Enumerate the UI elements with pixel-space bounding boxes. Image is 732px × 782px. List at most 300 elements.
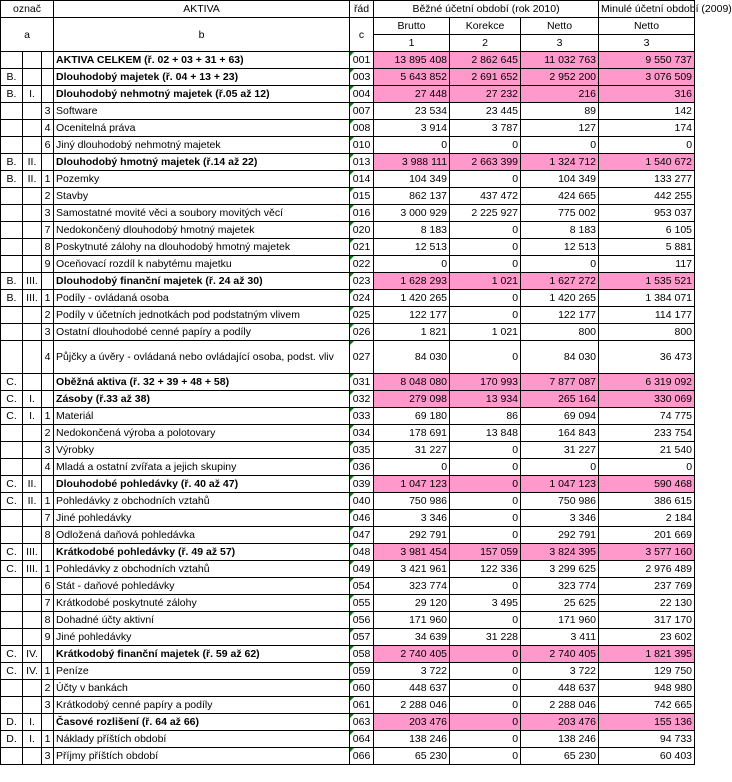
- oznac-c: 1: [42, 663, 54, 680]
- row-label: Software: [54, 103, 350, 120]
- row-rad: 059: [350, 663, 374, 680]
- header-row-1: [1, 1, 695, 18]
- korekce-value: 23 445: [450, 103, 521, 120]
- netto-value: 2 740 405: [521, 646, 599, 663]
- brutto-value: 31 227: [374, 442, 450, 459]
- oznac-a: [1, 510, 23, 527]
- oznac-b: [23, 239, 42, 256]
- oznac-b: [23, 442, 42, 459]
- brutto-value: 5 643 852: [374, 69, 450, 86]
- oznac-b: II.: [23, 154, 42, 171]
- minule-netto-value: 9 550 737: [599, 52, 695, 69]
- table-row: [1, 646, 695, 663]
- brutto-value: 34 639: [374, 629, 450, 646]
- oznac-a: D.: [1, 714, 23, 731]
- row-rad: 013: [350, 154, 374, 171]
- minule-netto-value: 442 255: [599, 188, 695, 205]
- table-row: [1, 171, 695, 188]
- minule-netto-value: 0: [599, 459, 695, 476]
- oznac-c: 3: [42, 103, 54, 120]
- row-label: Časové rozlišení (ř. 64 až 66): [54, 714, 350, 731]
- korekce-value: 86: [450, 408, 521, 425]
- oznac-c: 3: [42, 748, 54, 765]
- oznac-c: [42, 544, 54, 561]
- header-num-3: 3: [521, 35, 599, 52]
- oznac-c: 1: [42, 561, 54, 578]
- row-rad: 034: [350, 425, 374, 442]
- row-rad: 026: [350, 324, 374, 341]
- korekce-value: 13 934: [450, 391, 521, 408]
- row-rad: 063: [350, 714, 374, 731]
- korekce-value: 0: [450, 239, 521, 256]
- minule-netto-value: 6 319 092: [599, 374, 695, 391]
- oznac-a: C.: [1, 646, 23, 663]
- minule-netto-value: 317 170: [599, 612, 695, 629]
- oznac-a: [1, 120, 23, 137]
- korekce-value: 437 472: [450, 188, 521, 205]
- oznac-c: 2: [42, 188, 54, 205]
- oznac-a: B.: [1, 69, 23, 86]
- netto-value: 0: [521, 256, 599, 273]
- netto-value: 323 774: [521, 578, 599, 595]
- oznac-c: 3: [42, 205, 54, 222]
- oznac-a: C.: [1, 374, 23, 391]
- oznac-b: [23, 629, 42, 646]
- oznac-a: [1, 748, 23, 765]
- row-rad: 020: [350, 222, 374, 239]
- korekce-value: 0: [450, 307, 521, 324]
- netto-value: 84 030: [521, 341, 599, 374]
- table-row: [1, 544, 695, 561]
- row-label: Krátkodobý cenné papíry a podíly: [54, 697, 350, 714]
- minule-netto-value: 129 750: [599, 663, 695, 680]
- korekce-value: 157 059: [450, 544, 521, 561]
- korekce-value: 0: [450, 527, 521, 544]
- oznac-b: [23, 680, 42, 697]
- oznac-a: B.: [1, 154, 23, 171]
- row-label: Oceňovací rozdíl k nabytému majetku: [54, 256, 350, 273]
- row-label: Ocenitelná práva: [54, 120, 350, 137]
- row-rad: 022: [350, 256, 374, 273]
- brutto-value: 104 349: [374, 171, 450, 188]
- oznac-a: [1, 442, 23, 459]
- oznac-b: I.: [23, 86, 42, 103]
- korekce-value: 27 232: [450, 86, 521, 103]
- oznac-c: 8: [42, 612, 54, 629]
- table-row: [1, 391, 695, 408]
- oznac-b: [23, 205, 42, 222]
- oznac-c: 1: [42, 493, 54, 510]
- netto-value: 424 665: [521, 188, 599, 205]
- row-label: Půjčky a úvěry - ovládaná nebo ovládající osoba, podst. vliv: [54, 341, 350, 374]
- oznac-a: [1, 222, 23, 239]
- oznac-a: C.: [1, 408, 23, 425]
- header-col-b: b: [54, 18, 350, 52]
- oznac-c: 6: [42, 578, 54, 595]
- korekce-value: 2 225 927: [450, 205, 521, 222]
- row-rad: 027: [350, 341, 374, 374]
- header-rad: řád: [350, 1, 374, 18]
- minule-netto-value: 155 136: [599, 714, 695, 731]
- korekce-value: 0: [450, 476, 521, 493]
- oznac-a: C.: [1, 544, 23, 561]
- oznac-b: [23, 374, 42, 391]
- oznac-a: [1, 629, 23, 646]
- oznac-a: B.: [1, 273, 23, 290]
- row-label: Zásoby (ř.33 až 38): [54, 391, 350, 408]
- oznac-b: I.: [23, 714, 42, 731]
- row-label: Krátkodobé pohledávky (ř. 49 až 57): [54, 544, 350, 561]
- oznac-c: 4: [42, 459, 54, 476]
- netto-value: 1 627 272: [521, 273, 599, 290]
- brutto-value: 171 960: [374, 612, 450, 629]
- row-rad: 016: [350, 205, 374, 222]
- table-row: [1, 697, 695, 714]
- minule-netto-value: 3 076 509: [599, 69, 695, 86]
- row-rad: 021: [350, 239, 374, 256]
- netto-value: 2 288 046: [521, 697, 599, 714]
- row-rad: 010: [350, 137, 374, 154]
- korekce-value: 0: [450, 442, 521, 459]
- oznac-a: [1, 52, 23, 69]
- header-brutto: Brutto: [374, 18, 450, 35]
- row-label: Dohadné účty aktivní: [54, 612, 350, 629]
- oznac-c: 8: [42, 239, 54, 256]
- netto-value: 25 625: [521, 595, 599, 612]
- header-netto: Netto: [521, 18, 599, 35]
- oznac-b: [23, 324, 42, 341]
- netto-value: 292 791: [521, 527, 599, 544]
- brutto-value: 8 048 080: [374, 374, 450, 391]
- brutto-value: 27 448: [374, 86, 450, 103]
- netto-value: 448 637: [521, 680, 599, 697]
- table-row: [1, 680, 695, 697]
- table-row: [1, 595, 695, 612]
- brutto-value: 1 821: [374, 324, 450, 341]
- row-label: Samostatné movité věci a soubory movitých věcí: [54, 205, 350, 222]
- netto-value: 138 246: [521, 731, 599, 748]
- oznac-c: 3: [42, 697, 54, 714]
- row-rad: 049: [350, 561, 374, 578]
- oznac-c: 1: [42, 290, 54, 307]
- oznac-a: C.: [1, 476, 23, 493]
- korekce-value: 0: [450, 680, 521, 697]
- oznac-b: [23, 307, 42, 324]
- row-rad: 003: [350, 69, 374, 86]
- minule-netto-value: 174: [599, 120, 695, 137]
- table-row: [1, 137, 695, 154]
- row-label: Pohledávky z obchodních vztahů: [54, 561, 350, 578]
- brutto-value: 2 740 405: [374, 646, 450, 663]
- brutto-value: 3 981 454: [374, 544, 450, 561]
- oznac-b: [23, 188, 42, 205]
- brutto-value: 279 098: [374, 391, 450, 408]
- oznac-a: [1, 324, 23, 341]
- minule-netto-value: 742 665: [599, 697, 695, 714]
- table-row: [1, 307, 695, 324]
- minule-netto-value: 22 130: [599, 595, 695, 612]
- netto-value: 2 952 200: [521, 69, 599, 86]
- brutto-value: 65 230: [374, 748, 450, 765]
- oznac-a: [1, 612, 23, 629]
- oznac-c: [42, 154, 54, 171]
- row-label: Nedokončená výroba a polotovary: [54, 425, 350, 442]
- oznac-b: I.: [23, 408, 42, 425]
- table-row: [1, 731, 695, 748]
- oznac-c: 6: [42, 137, 54, 154]
- brutto-value: 3 346: [374, 510, 450, 527]
- minule-netto-value: 316: [599, 86, 695, 103]
- netto-value: 0: [521, 459, 599, 476]
- row-label: Pohledávky z obchodních vztahů: [54, 493, 350, 510]
- oznac-c: [42, 86, 54, 103]
- oznac-b: [23, 222, 42, 239]
- netto-value: 89: [521, 103, 599, 120]
- brutto-value: 0: [374, 137, 450, 154]
- netto-value: 1 324 712: [521, 154, 599, 171]
- korekce-value: 0: [450, 290, 521, 307]
- table-row: [1, 663, 695, 680]
- minule-netto-value: 386 615: [599, 493, 695, 510]
- oznac-b: [23, 256, 42, 273]
- table-row: [1, 188, 695, 205]
- oznac-b: II.: [23, 476, 42, 493]
- oznac-c: 8: [42, 527, 54, 544]
- minule-netto-value: 114 177: [599, 307, 695, 324]
- row-label: Dlouhodobý majetek (ř. 04 + 13 + 23): [54, 69, 350, 86]
- oznac-a: D.: [1, 731, 23, 748]
- oznac-c: 2: [42, 680, 54, 697]
- brutto-value: 1 628 293: [374, 273, 450, 290]
- oznac-c: [42, 714, 54, 731]
- oznac-a: [1, 578, 23, 595]
- oznac-b: III.: [23, 290, 42, 307]
- row-rad: 015: [350, 188, 374, 205]
- minule-netto-value: 1 535 521: [599, 273, 695, 290]
- oznac-a: B.: [1, 171, 23, 188]
- korekce-value: 31 228: [450, 629, 521, 646]
- korekce-value: 2 691 652: [450, 69, 521, 86]
- korekce-value: 122 336: [450, 561, 521, 578]
- row-rad: 047: [350, 527, 374, 544]
- korekce-value: 0: [450, 256, 521, 273]
- brutto-value: 29 120: [374, 595, 450, 612]
- oznac-a: C.: [1, 663, 23, 680]
- row-rad: 057: [350, 629, 374, 646]
- minule-netto-value: 5 881: [599, 239, 695, 256]
- oznac-b: [23, 459, 42, 476]
- header-oznac: označ: [1, 1, 54, 18]
- oznac-c: 1: [42, 408, 54, 425]
- oznac-a: [1, 595, 23, 612]
- row-label: Materiál: [54, 408, 350, 425]
- netto-value: 127: [521, 120, 599, 137]
- row-rad: 048: [350, 544, 374, 561]
- korekce-value: 0: [450, 714, 521, 731]
- korekce-value: 0: [450, 731, 521, 748]
- minule-netto-value: 133 277: [599, 171, 695, 188]
- row-rad: 001: [350, 52, 374, 69]
- oznac-a: B.: [1, 86, 23, 103]
- row-rad: 039: [350, 476, 374, 493]
- table-row: [1, 120, 695, 137]
- brutto-value: 3 722: [374, 663, 450, 680]
- row-label: Účty v bankách: [54, 680, 350, 697]
- row-label: Jiné pohledávky: [54, 510, 350, 527]
- netto-value: 1 420 265: [521, 290, 599, 307]
- netto-value: 1 047 123: [521, 476, 599, 493]
- oznac-c: 4: [42, 120, 54, 137]
- table-row: [1, 748, 695, 765]
- table-row: [1, 341, 695, 374]
- brutto-value: 750 986: [374, 493, 450, 510]
- korekce-value: 0: [450, 663, 521, 680]
- brutto-value: 3 421 961: [374, 561, 450, 578]
- brutto-value: 23 534: [374, 103, 450, 120]
- netto-value: 164 843: [521, 425, 599, 442]
- table-row: [1, 612, 695, 629]
- row-label: Nedokončený dlouhodobý hmotný majetek: [54, 222, 350, 239]
- netto-value: 31 227: [521, 442, 599, 459]
- netto-value: 69 094: [521, 408, 599, 425]
- netto-value: 0: [521, 137, 599, 154]
- korekce-value: 3 495: [450, 595, 521, 612]
- minule-netto-value: 590 468: [599, 476, 695, 493]
- minule-netto-value: 142: [599, 103, 695, 120]
- netto-value: 12 513: [521, 239, 599, 256]
- minule-netto-value: 201 669: [599, 527, 695, 544]
- netto-value: 8 183: [521, 222, 599, 239]
- brutto-value: 203 476: [374, 714, 450, 731]
- oznac-a: [1, 137, 23, 154]
- table-row: [1, 103, 695, 120]
- table-row: [1, 256, 695, 273]
- table-row: [1, 69, 695, 86]
- row-rad: 004: [350, 86, 374, 103]
- row-label: Podíly v účetních jednotkách pod podstatným vlivem: [54, 307, 350, 324]
- header-korekce: Korekce: [450, 18, 521, 35]
- oznac-c: 1: [42, 171, 54, 188]
- oznac-a: B.: [1, 290, 23, 307]
- table-row: [1, 476, 695, 493]
- row-rad: 060: [350, 680, 374, 697]
- minule-netto-value: 23 602: [599, 629, 695, 646]
- korekce-value: 0: [450, 137, 521, 154]
- korekce-value: 0: [450, 459, 521, 476]
- oznac-a: [1, 205, 23, 222]
- table-row: [1, 205, 695, 222]
- header-col-a: a: [1, 18, 54, 52]
- row-rad: 056: [350, 612, 374, 629]
- brutto-value: 122 177: [374, 307, 450, 324]
- netto-value: 3 346: [521, 510, 599, 527]
- table-row: [1, 527, 695, 544]
- netto-value: 3 411: [521, 629, 599, 646]
- table-row: [1, 154, 695, 171]
- table-row: [1, 629, 695, 646]
- oznac-a: [1, 103, 23, 120]
- minule-netto-value: 237 769: [599, 578, 695, 595]
- row-label: Dlouhodobý nehmotný majetek (ř.05 až 12): [54, 86, 350, 103]
- brutto-value: 1 047 123: [374, 476, 450, 493]
- netto-value: 775 002: [521, 205, 599, 222]
- korekce-value: 0: [450, 493, 521, 510]
- korekce-value: 0: [450, 171, 521, 188]
- brutto-value: 862 137: [374, 188, 450, 205]
- oznac-b: [23, 510, 42, 527]
- header-num-4: 3: [599, 35, 695, 52]
- minule-netto-value: 1 821 395: [599, 646, 695, 663]
- netto-value: 104 349: [521, 171, 599, 188]
- minule-netto-value: 233 754: [599, 425, 695, 442]
- brutto-value: 0: [374, 256, 450, 273]
- header-minule-obdobi: Minulé účetní období (2009): [599, 1, 695, 18]
- oznac-c: 4: [42, 341, 54, 374]
- brutto-value: 3 988 111: [374, 154, 450, 171]
- oznac-c: 7: [42, 595, 54, 612]
- brutto-value: 13 895 408: [374, 52, 450, 69]
- row-rad: 033: [350, 408, 374, 425]
- oznac-a: [1, 459, 23, 476]
- oznac-c: [42, 391, 54, 408]
- row-rad: 032: [350, 391, 374, 408]
- brutto-value: 84 030: [374, 341, 450, 374]
- oznac-b: II.: [23, 171, 42, 188]
- netto-value: 750 986: [521, 493, 599, 510]
- row-rad: 036: [350, 459, 374, 476]
- netto-value: 3 299 625: [521, 561, 599, 578]
- oznac-c: [42, 273, 54, 290]
- oznac-a: [1, 697, 23, 714]
- row-rad: 023: [350, 273, 374, 290]
- table-body: [1, 52, 695, 765]
- row-rad: 031: [350, 374, 374, 391]
- row-rad: 046: [350, 510, 374, 527]
- row-label: Dlouhodobé pohledávky (ř. 40 až 47): [54, 476, 350, 493]
- table-row: [1, 510, 695, 527]
- minule-netto-value: 2 976 489: [599, 561, 695, 578]
- row-rad: 058: [350, 646, 374, 663]
- netto-value: 3 824 395: [521, 544, 599, 561]
- oznac-b: [23, 612, 42, 629]
- oznac-b: [23, 578, 42, 595]
- minule-netto-value: 60 403: [599, 748, 695, 765]
- table-row: [1, 86, 695, 103]
- netto-value: 265 164: [521, 391, 599, 408]
- table-row: [1, 324, 695, 341]
- table-row: [1, 442, 695, 459]
- minule-netto-value: 948 980: [599, 680, 695, 697]
- row-label: Podíly - ovládaná osoba: [54, 290, 350, 307]
- row-rad: 066: [350, 748, 374, 765]
- minule-netto-value: 94 733: [599, 731, 695, 748]
- brutto-value: 3 000 929: [374, 205, 450, 222]
- netto-value: 800: [521, 324, 599, 341]
- header-col-c: c: [350, 18, 374, 52]
- oznac-a: [1, 307, 23, 324]
- netto-value: 3 722: [521, 663, 599, 680]
- row-rad: 054: [350, 578, 374, 595]
- korekce-value: 2 663 399: [450, 154, 521, 171]
- row-label: Dlouhodobý hmotný majetek (ř.14 až 22): [54, 154, 350, 171]
- oznac-c: 9: [42, 629, 54, 646]
- row-rad: 040: [350, 493, 374, 510]
- header-aktiva: AKTIVA: [54, 1, 350, 18]
- oznac-a: [1, 680, 23, 697]
- korekce-value: 2 862 645: [450, 52, 521, 69]
- oznac-b: [23, 341, 42, 374]
- korekce-value: 1 021: [450, 324, 521, 341]
